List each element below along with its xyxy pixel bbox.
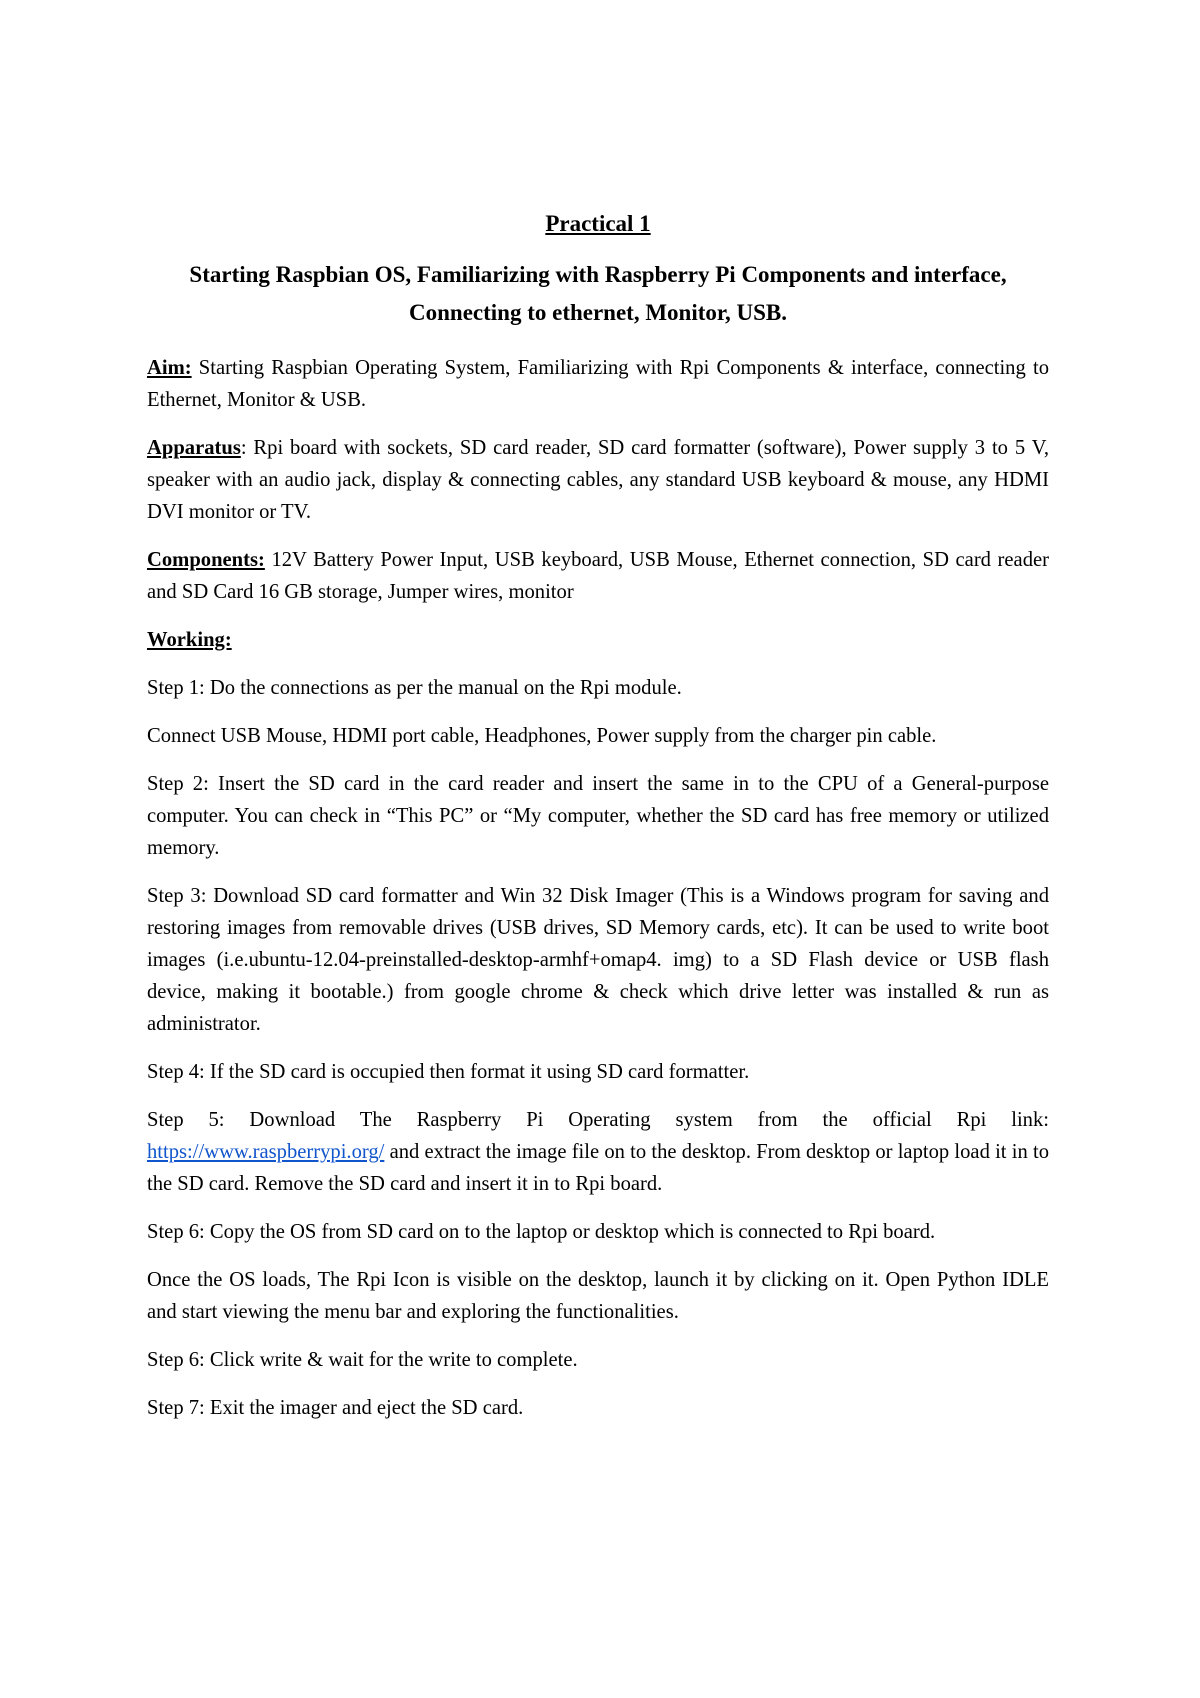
practical-title: Practical 1	[545, 211, 651, 236]
step-6-copy: Step 6: Copy the OS from SD card on to the laptop or desktop which is connected to Rpi board.	[147, 1221, 936, 1243]
components-label: Components:	[147, 549, 265, 571]
step-5	[147, 1104, 1049, 1200]
raspberrypi-link[interactable]: https://www.raspberrypi.org/	[147, 1141, 385, 1163]
components-text: 12V Battery Power Input, USB keyboard, USB Mouse, Ethernet connection, SD card reader and SD Card 16 GB storage, Jumper wires, monitor	[147, 549, 1049, 603]
step-1: Step 1: Do the connections as per the manual on the Rpi module.	[147, 677, 682, 699]
apparatus-paragraph	[147, 432, 1049, 528]
aim-label: Aim:	[147, 357, 192, 379]
working-label: Working:	[147, 629, 232, 651]
working-heading	[147, 624, 1049, 656]
aim-text: Starting Raspbian Operating System, Familiarizing with Rpi Components & interface, connecting to Ethernet, Monitor & USB.	[147, 357, 1049, 411]
connect-paragraph: Connect USB Mouse, HDMI port cable, Headphones, Power supply from the charger pin cable.	[147, 725, 937, 747]
step-6-write: Step 6: Click write & wait for the write to complete.	[147, 1349, 578, 1371]
os-loads-paragraph: Once the OS loads, The Rpi Icon is visible on the desktop, launch it by clicking on it. Open Python IDLE and start viewing the menu bar and exploring the functionalities.	[147, 1269, 1049, 1323]
step-5-text-before: Step 5: Download The Raspberry Pi Operating system from the official Rpi link:	[147, 1109, 1049, 1131]
step-4: Step 4: If the SD card is occupied then format it using SD card formatter.	[147, 1061, 750, 1083]
document-body	[147, 200, 1049, 1424]
step-2: Step 2: Insert the SD card in the card reader and insert the same in to the CPU of a General-purpose computer. You can check in “This PC” or “My computer, whether the SD card has free memory or utilized memory.	[147, 773, 1049, 859]
step-3: Step 3: Download SD card formatter and Win 32 Disk Imager (This is a Windows program for saving and restoring images from removable drives (USB drives, SD Memory cards, etc). It can be used to write boot images (i.e.ubuntu-12.04-preinstalled-desktop-armhf+omap4. img) to a SD Flash device or USB flash device, making it bootable.) from google chrome & check which drive letter was installed & run as administrator.	[147, 885, 1049, 1035]
aim-paragraph	[147, 352, 1049, 416]
step-7: Step 7: Exit the imager and eject the SD card.	[147, 1397, 524, 1419]
apparatus-label: Apparatus	[147, 437, 241, 459]
apparatus-text: : Rpi board with sockets, SD card reader, SD card formatter (software), Power supply 3 to 5 V, speaker with an audio jack, display & connecting cables, any standard USB keyboard & mouse, any HDMI DVI monitor or TV.	[147, 437, 1049, 523]
components-paragraph	[147, 544, 1049, 608]
step-5-text-after: and extract the image file on to the desktop. From desktop or laptop load it in to the SD card. Remove the SD card and insert it in to Rpi board.	[147, 1141, 1049, 1195]
practical-subtitle: Starting Raspbian OS, Familiarizing with Raspberry Pi Components and interface, Connecting to ethernet, Monitor, USB.	[189, 262, 1007, 325]
